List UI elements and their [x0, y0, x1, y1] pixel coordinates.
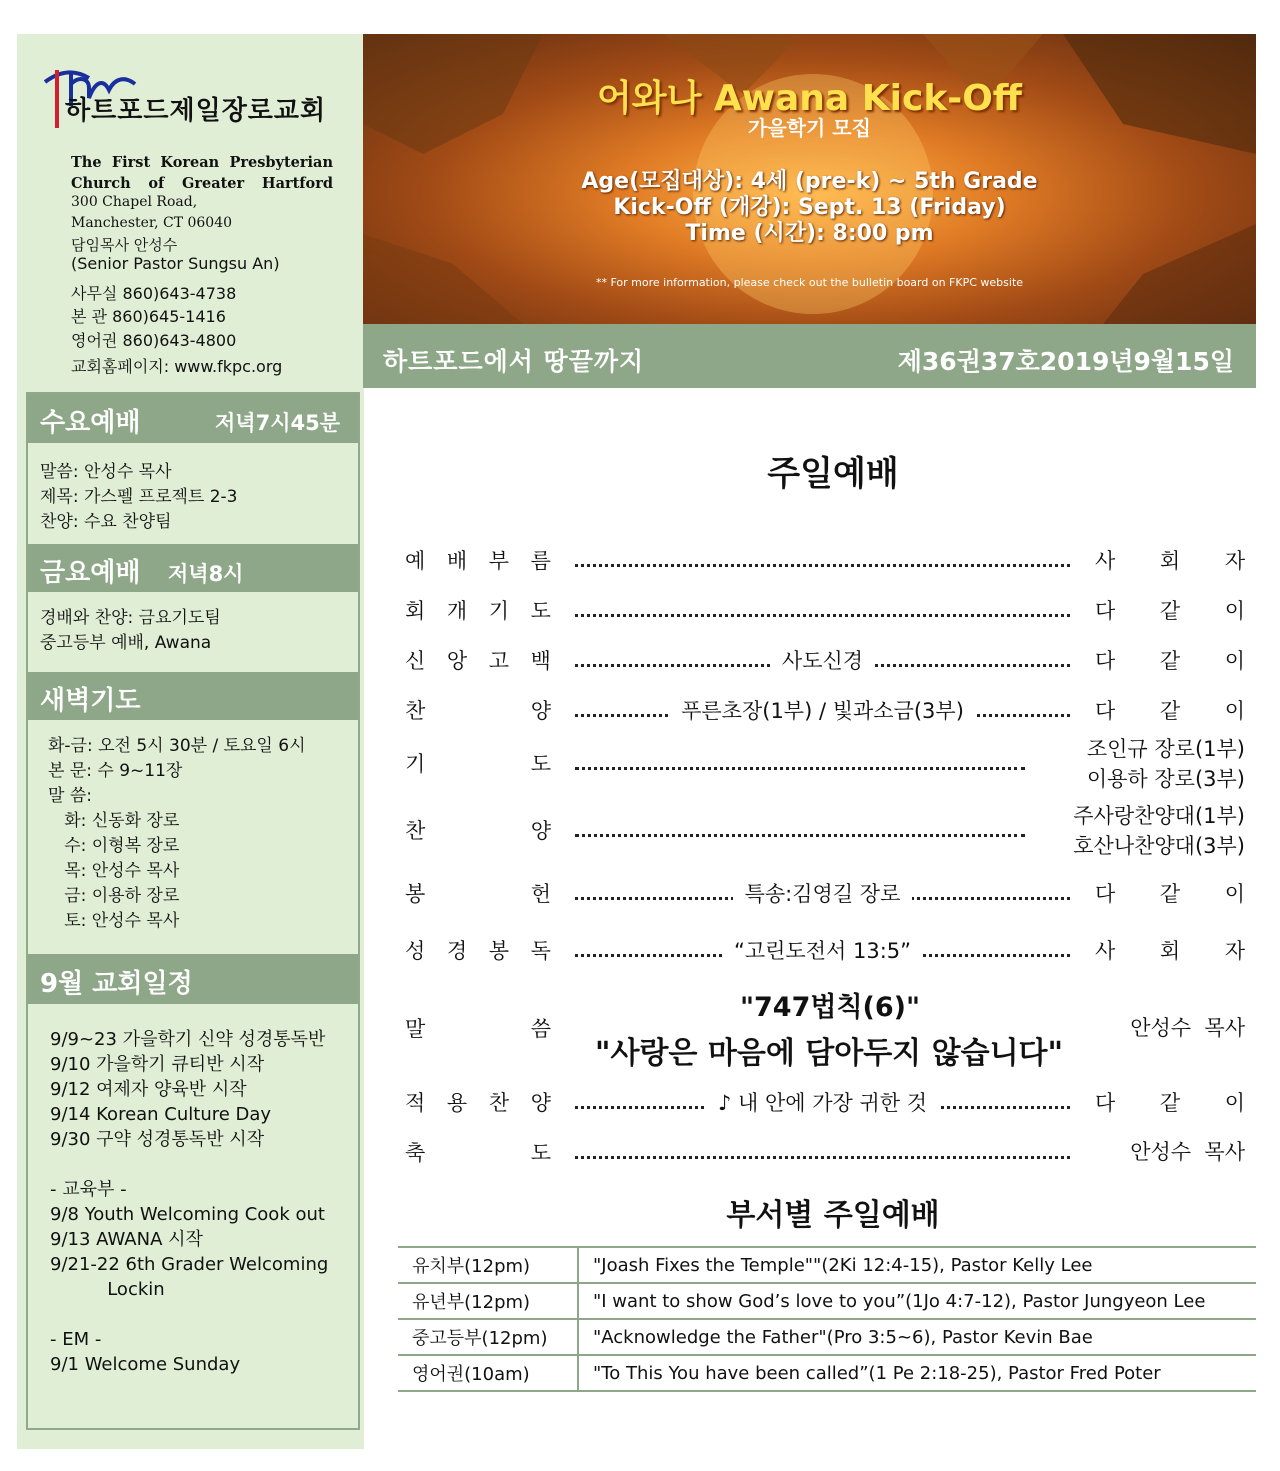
label-char: 봉	[488, 939, 510, 963]
dept-detail: "Joash Fixes the Temple""(2Ki 12:4-15), Pastor Kelly Lee	[578, 1247, 1256, 1283]
label-char: 도	[530, 599, 551, 623]
church-name-english-line: Church of Greater Hartford	[71, 175, 333, 192]
label-char: 씀	[530, 1017, 551, 1041]
leader-char: 회	[1159, 939, 1181, 963]
worship-row-leader	[1095, 695, 1245, 725]
dept-detail: "Acknowledge the Father"(Pro 3:5~6), Pastor Kevin Bae	[578, 1319, 1256, 1355]
schedule-body: 9/9~23 가을학기 신약 성경통독반 9/10 가을학기 큐티반 시작 9/12 여제자 양육반 시작 9/14 Korean Culture Day 9/30 구약 성경통독반 시작 - 교육부 - 9/8 Youth Welcoming Cook out 9/13 AWANA 시작 9/21-22 6th Grader Welcoming Lockin - EM - 9/1 Welcome Sunday	[50, 1029, 329, 1375]
worship-row	[405, 804, 1245, 858]
worship-row-label	[405, 935, 551, 965]
worship-row-item-text: “고린도전서 13:5”	[722, 939, 923, 963]
website-link[interactable]: 교회홈페이지: www.fkpc.org	[71, 357, 283, 376]
worship-row-label	[405, 878, 551, 908]
address-line: Manchester, CT 06040	[71, 215, 233, 231]
label-char: 신	[405, 649, 426, 673]
worship-row-item	[575, 645, 1070, 675]
leader-char: 다	[1095, 1091, 1116, 1115]
leader-char: 다	[1095, 882, 1116, 906]
worship-row-leader	[1095, 1087, 1245, 1117]
wednesday-time: 저녁7시45분	[215, 411, 340, 435]
leader-char: 이	[1224, 699, 1245, 723]
table-row	[398, 1355, 1256, 1391]
issue-date: 제36권37호2019년9월15일	[897, 347, 1234, 376]
worship-row-leader	[1095, 935, 1245, 965]
label-char: 축	[405, 1141, 426, 1165]
leader-char: 같	[1159, 699, 1181, 723]
worship-row	[405, 645, 1245, 675]
worship-row-label	[405, 1137, 551, 1167]
worship-row-leader	[1095, 878, 1245, 908]
label-char: 예	[405, 549, 426, 573]
label-char: 도	[530, 752, 551, 776]
church-info	[17, 34, 364, 386]
friday-title: 금요예배	[40, 558, 141, 588]
dot-leader	[575, 1145, 1070, 1159]
label-char: 앙	[446, 649, 468, 673]
label-char: 찬	[405, 699, 426, 723]
dept-name: 유치부(12pm)	[398, 1247, 578, 1283]
table-row	[398, 1283, 1256, 1319]
label-char: 찬	[488, 1091, 510, 1115]
banner-subtitle: 가을학기 모집	[748, 116, 871, 140]
worship-row-label	[405, 695, 551, 725]
label-char: 기	[405, 752, 426, 776]
worship-title: 주일예배	[767, 454, 899, 494]
phone-english: 영어권 860)643-4800	[71, 331, 237, 350]
label-char: 도	[530, 1141, 551, 1165]
leader-char: 다	[1095, 599, 1116, 623]
worship-row-item	[575, 695, 1070, 725]
worship-row-leader	[1095, 645, 1245, 675]
dot-leader	[575, 756, 1025, 770]
dept-detail: "To This You have been called”(1 Pe 2:18-25), Pastor Fred Poter	[578, 1355, 1256, 1391]
label-char: 부	[488, 549, 510, 573]
dept-name: 유년부(12pm)	[398, 1283, 578, 1319]
label-char: 말	[405, 1017, 426, 1041]
sidebar	[17, 34, 364, 1449]
label-char: 경	[446, 939, 468, 963]
dot-leader	[575, 823, 1025, 837]
leader-char: 자	[1224, 939, 1245, 963]
label-char: 배	[446, 549, 468, 573]
dawn-title: 새벽기도	[40, 686, 141, 716]
wednesday-title: 수요예배	[40, 408, 141, 438]
wednesday-header	[28, 394, 358, 443]
worship-row-item-text: 푸른초장(1부) / 빛과소금(3부)	[669, 699, 976, 723]
label-char: 기	[488, 599, 510, 623]
banner-kickoff: Kick-Off (개강): Sept. 13 (Friday)	[613, 195, 1006, 220]
worship-row-label	[405, 595, 551, 625]
worship-row-leader	[1087, 734, 1245, 794]
leader-line: 이용하 장로(3부)	[1086, 767, 1245, 791]
dawn-body: 화-금: 오전 5시 30분 / 토요일 6시 본 문: 수 9~11장 말 씀: 화: 신동화 장로 수: 이형복 장로 목: 안성수 목사 금: 이용하 장로 토: 안성수 목사	[48, 736, 306, 931]
label-char: 용	[446, 1091, 468, 1115]
worship-row	[405, 1137, 1245, 1167]
leader-char: 회	[1159, 549, 1181, 573]
awana-banner	[363, 34, 1256, 324]
worship-row-leader: 안성수 목사	[1130, 1016, 1245, 1040]
worship-row	[405, 595, 1245, 625]
dawn-header	[28, 672, 358, 720]
worship-row-leader	[1095, 595, 1245, 625]
dept-name: 영어권(10am)	[398, 1355, 578, 1391]
dept-detail: "I want to show God’s love to you”(1Jo 4:7-12), Pastor Jungyeon Lee	[578, 1283, 1256, 1319]
worship-row-label	[405, 645, 551, 675]
label-char: 회	[405, 599, 426, 623]
leader-char: 사	[1095, 549, 1116, 573]
worship-row-label	[405, 748, 551, 778]
leader-char: 사	[1095, 939, 1116, 963]
friday-header	[28, 544, 358, 592]
label-char: 성	[405, 939, 426, 963]
sermon-subtitle: "사랑은 마음에 담아두지 않습니다"	[594, 1036, 1064, 1071]
pastor-korean: 담임목사 안성수	[71, 236, 178, 254]
banner-note: ** For more information, please check out the bulletin board on FKPC website	[595, 276, 1024, 289]
label-char: 양	[530, 1091, 551, 1115]
banner-time: Time (시간): 8:00 pm	[685, 221, 934, 246]
worship-row-label	[405, 815, 551, 845]
leader-char: 자	[1224, 549, 1245, 573]
header-bar	[363, 324, 1256, 388]
banner-age: Age(모집대상): 4세 (pre-k) ~ 5th Grade	[581, 169, 1038, 194]
pastor-english: (Senior Pastor Sungsu An)	[71, 254, 280, 273]
label-char: 적	[405, 1091, 426, 1115]
worship-row-item	[575, 878, 1070, 908]
worship-row-item-text: ♪ 내 안에 가장 귀한 것	[706, 1091, 939, 1115]
church-name-korean: 하트포드제일장로교회	[65, 96, 327, 126]
worship-row-item-text: 특송:김영길 장로	[733, 882, 913, 906]
label-char: 양	[530, 699, 551, 723]
church-name-english-line: The First Korean Presbyterian	[71, 154, 333, 171]
worship-row	[405, 545, 1245, 575]
label-char: 개	[446, 599, 468, 623]
label-char: 찬	[405, 819, 426, 843]
wednesday-body: 말씀: 안성수 목사 제목: 가스펠 프로젝트 2-3 찬양: 수요 찬양팀	[40, 462, 238, 532]
table-row	[398, 1319, 1256, 1355]
phone-main: 본 관 860)645-1416	[71, 307, 226, 326]
label-char: 고	[488, 649, 510, 673]
banner-title: 어와나 Awana Kick-Off	[597, 78, 1022, 119]
leader-char: 이	[1224, 599, 1245, 623]
leader-char: 이	[1224, 1091, 1245, 1115]
worship-row	[405, 737, 1245, 791]
worship-row-leader	[1095, 545, 1245, 575]
leader-char: 같	[1159, 599, 1181, 623]
friday-time: 저녁8시	[168, 562, 244, 586]
worship-row	[405, 695, 1245, 725]
leader-char: 같	[1159, 649, 1181, 673]
worship-row	[405, 878, 1245, 908]
leader-char: 이	[1224, 649, 1245, 673]
worship-row-leader: 안성수 목사	[1130, 1140, 1245, 1164]
worship-row	[405, 935, 1245, 965]
label-char: 독	[530, 939, 551, 963]
phone-office: 사무실 860)643-4738	[71, 284, 237, 303]
worship-row-label	[405, 545, 551, 575]
friday-body: 경배와 찬양: 금요기도팀 중고등부 예배, Awana	[40, 608, 221, 653]
dot-leader	[575, 603, 1070, 617]
worship-row-label	[405, 1087, 551, 1117]
sermon-title: "747법칙(6)"	[739, 992, 921, 1023]
leader-line: 조인규 장로(1부)	[1086, 737, 1245, 761]
dot-leader	[575, 553, 1070, 567]
schedule-header	[28, 954, 358, 1004]
worship-row-label	[405, 1013, 551, 1043]
label-char: 름	[530, 549, 551, 573]
worship-row-item	[575, 1087, 1070, 1117]
label-char: 헌	[530, 882, 551, 906]
worship-row-leader	[1073, 801, 1245, 861]
departments-table	[398, 1246, 1256, 1392]
address-line: 300 Chapel Road,	[71, 194, 198, 210]
worship-row	[405, 1087, 1245, 1117]
motto: 하트포드에서 땅끝까지	[383, 347, 645, 376]
church-name-english	[71, 152, 333, 194]
leader-line: 주사랑찬양대(1부)	[1073, 804, 1245, 828]
worship-row-item-text: 사도신경	[770, 649, 875, 673]
leader-char: 같	[1159, 1091, 1181, 1115]
leader-line: 호산나찬양대(3부)	[1073, 834, 1245, 858]
label-char: 백	[530, 649, 551, 673]
leader-char: 다	[1095, 699, 1116, 723]
worship-row-item	[575, 935, 1070, 965]
schedule-title: 9월 교회일정	[40, 969, 193, 999]
leader-char: 같	[1159, 882, 1181, 906]
sidebar-sections	[26, 392, 360, 1430]
label-char: 봉	[405, 882, 426, 906]
leader-char: 다	[1095, 649, 1116, 673]
table-row	[398, 1247, 1256, 1283]
leader-char: 이	[1224, 882, 1245, 906]
label-char: 양	[530, 819, 551, 843]
dept-name: 중고등부(12pm)	[398, 1319, 578, 1355]
departments-title: 부서별 주일예배	[726, 1198, 940, 1233]
